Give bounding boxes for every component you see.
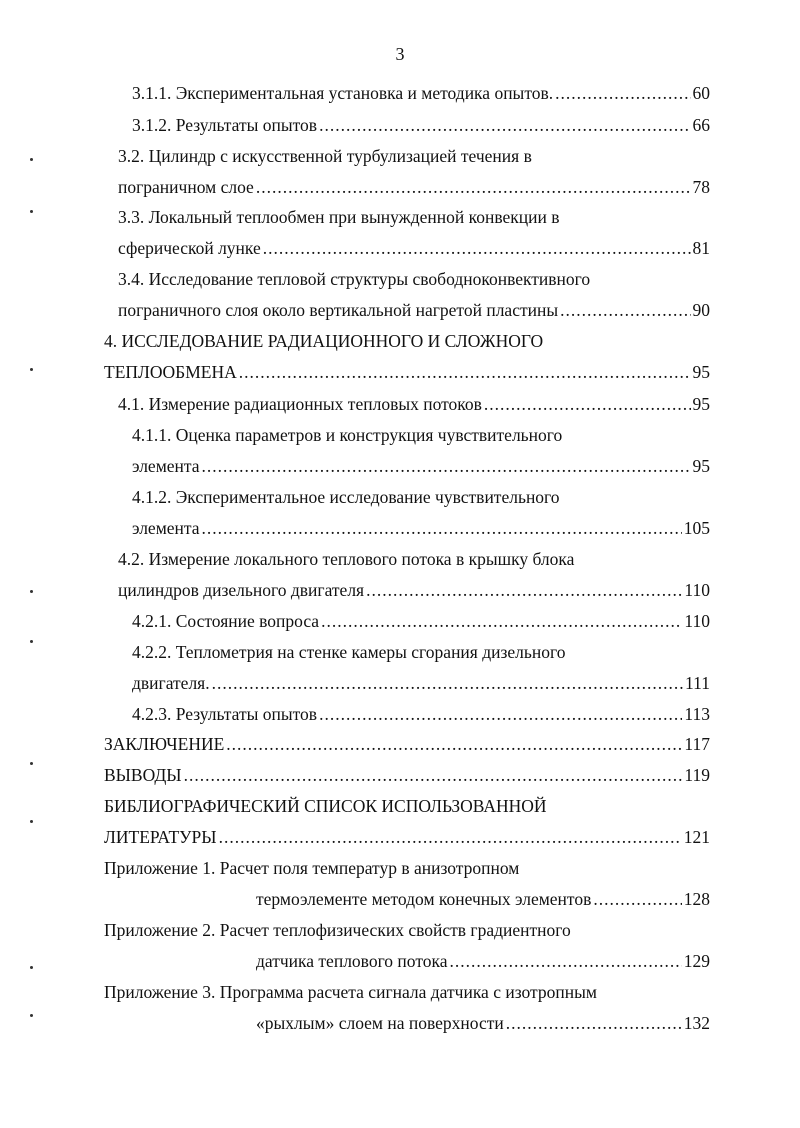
toc-entry[interactable] [132,699,710,729]
dot-leader [319,110,690,140]
toc-entry-page: 81 [692,238,710,258]
toc-entry-title: 4.2.1. Состояние вопроса [132,611,320,631]
toc-entry-page: 66 [692,115,710,135]
toc-entry-page: 95 [692,362,710,382]
toc-entry-page: 95 [692,456,710,476]
dot-leader [202,451,691,481]
dot-leader [256,172,691,202]
toc-entry[interactable] [118,295,710,325]
dot-leader [506,1008,682,1038]
toc-entry-page: 128 [683,889,710,909]
dot-leader [560,295,690,325]
toc-entry-title[interactable]: 4.2.2. Теплометрия на стенке камеры сгорания дизельного [132,642,566,662]
toc-entry-page: 60 [692,83,710,103]
dot-leader [212,668,683,698]
toc-entry-title: ЛИТЕРАТУРЫ [104,827,217,847]
toc-entry-title[interactable]: 3.2. Цилиндр с искусственной турбулизацией течения в [118,146,532,166]
scan-speck [30,590,33,593]
dot-leader [555,78,690,108]
dot-leader [484,389,691,419]
scan-speck [30,158,33,161]
dot-leader [226,729,682,759]
toc-entry-title[interactable]: 4. ИССЛЕДОВАНИЕ РАДИАЦИОННОГО И СЛОЖНОГО [104,331,544,351]
toc-entry[interactable] [256,1008,710,1038]
toc-entry-page: 111 [685,673,710,693]
dot-leader [450,946,682,976]
toc-entry-page: 129 [683,951,710,971]
toc-entry-page: 110 [684,580,710,600]
toc-entry-title[interactable]: 3.4. Исследование тепловой структуры свободноконвективного [118,269,591,289]
toc-entry-page: 78 [692,177,710,197]
toc-entry-title: термоэлементе методом конечных элементов [256,889,592,909]
toc-entry-title: цилиндров дизельного двигателя [118,580,365,600]
toc-entry-title: ВЫВОДЫ [104,765,182,785]
toc-entry[interactable] [132,451,710,481]
dot-leader [593,884,681,914]
toc-entry-page: 110 [684,611,710,631]
toc-entry-title: 3.1.2. Результаты опытов [132,115,318,135]
scan-speck [30,640,33,643]
toc-entry-title[interactable]: 4.1.1. Оценка параметров и конструкция чувствительного [132,425,563,445]
toc-entry-title[interactable]: 4.1.2. Экспериментальное исследование чувствительного [132,487,560,507]
toc-entry-page: 121 [683,827,710,847]
toc-entry[interactable] [104,729,710,759]
dot-leader [319,699,682,729]
toc-entry-title: пограничного слоя около вертикальной нагретой пластины [118,300,559,320]
scan-speck [30,820,33,823]
toc-entry[interactable] [118,172,710,202]
toc-entry-page: 113 [684,704,710,724]
toc-entry[interactable] [132,668,710,698]
toc-entry-title: пограничном слое [118,177,254,197]
toc-entry[interactable] [132,513,710,543]
toc-entry-page: 132 [683,1013,710,1033]
scan-speck [30,762,33,765]
toc-entry-title: 4.2.3. Результаты опытов [132,704,318,724]
toc-entry-page: 90 [692,300,710,320]
toc-entry[interactable] [104,357,710,387]
toc-entry-title[interactable]: Приложение 1. Расчет поля температур в анизотропном [104,858,520,878]
scan-speck [30,966,33,969]
toc-entry-page: 105 [683,518,710,538]
toc-entry[interactable] [256,884,710,914]
dot-leader [321,606,682,636]
toc-entry-title: элемента [132,456,200,476]
scan-speck [30,368,33,371]
toc-entry-title[interactable]: 4.2. Измерение локального теплового потока в крышку блока [118,549,575,569]
page-number: 3 [395,44,405,64]
toc-entry-page: 95 [692,394,710,414]
toc-entry[interactable] [104,822,710,852]
toc-entry[interactable] [132,606,710,636]
toc-entry-title: «рыхлым» слоем на поверхности [256,1013,504,1033]
toc-entry-title: 3.1.1. Экспериментальная установка и методика опытов. [132,83,554,103]
scan-speck [30,210,33,213]
toc-entry-title: датчика теплового потока [256,951,448,971]
toc-entry-title: ТЕПЛООБМЕНА [104,362,237,382]
dot-leader [263,233,691,263]
toc-entry-title: двигателя. [132,673,210,693]
toc-entry[interactable] [118,389,710,419]
dot-leader [202,513,682,543]
toc-entry[interactable] [118,575,710,605]
toc-entry-title: ЗАКЛЮЧЕНИЕ [104,734,225,754]
toc-entry-title[interactable]: Приложение 3. Программа расчета сигнала датчика с изотропным [104,982,597,1002]
toc-entry-title: 4.1. Измерение радиационных тепловых потоков [118,394,482,414]
dot-leader [184,760,683,790]
toc-entry-page: 119 [684,765,710,785]
toc-entry-title: элемента [132,518,200,538]
dot-leader [239,357,691,387]
toc-entry[interactable] [256,946,710,976]
toc-entry-title[interactable]: Приложение 2. Расчет теплофизических свойств градиентного [104,920,571,940]
toc-entry[interactable] [132,110,710,140]
toc-entry[interactable] [104,760,710,790]
scan-speck [30,1014,33,1017]
toc-entry-title[interactable]: БИБЛИОГРАФИЧЕСКИЙ СПИСОК ИСПОЛЬЗОВАННОЙ [104,796,547,816]
toc-entry-page: 117 [684,734,710,754]
toc-entry[interactable] [132,78,710,108]
toc-entry[interactable] [118,233,710,263]
toc-entry-title: сферической лунке [118,238,261,258]
dot-leader [366,575,682,605]
toc-entry-title[interactable]: 3.3. Локальный теплообмен при вынужденной конвекции в [118,207,560,227]
dot-leader [219,822,682,852]
